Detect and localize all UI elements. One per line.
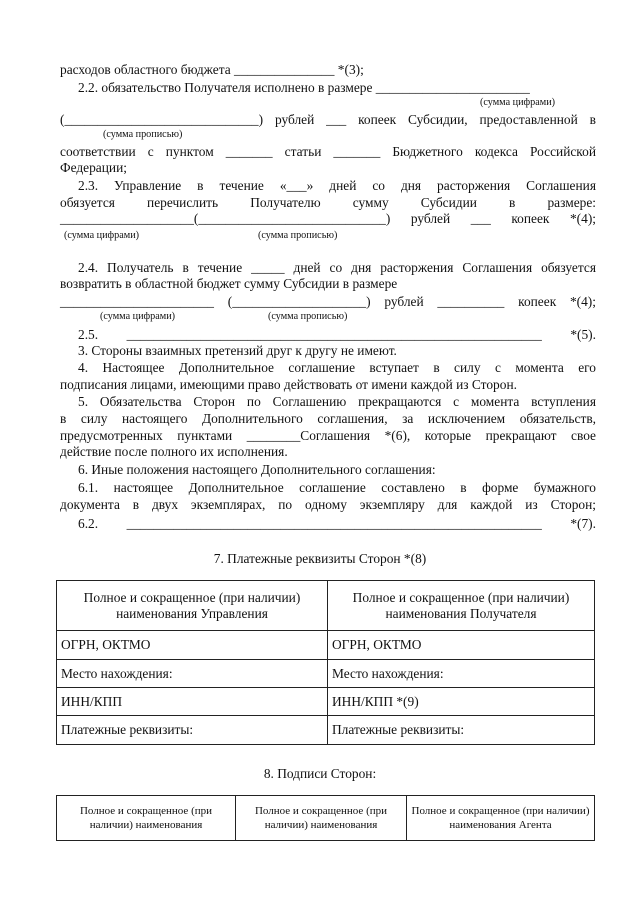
table-cell: Место нахождения:: [57, 660, 328, 688]
table-row: [57, 631, 595, 660]
table-cell: ОГРН, ОКТМО: [328, 631, 595, 660]
table-cell: ОГРН, ОКТМО: [57, 631, 328, 660]
table-header-cell: Полное и сокращенное (при наличии) наименования Управления: [57, 581, 328, 631]
section-8-heading: 8. Подписи Сторон:: [263, 766, 377, 781]
table-header-cell: Полное и сокращенное (при наличии) наименования: [57, 796, 236, 841]
text-line: подписания лицами, имеющими право действовать от имени каждой из Сторон.: [60, 377, 517, 392]
text-line: Федерации;: [60, 160, 127, 175]
payment-details-table: [56, 580, 595, 745]
signatures-table: [56, 795, 595, 841]
text-line: документа в двух экземплярах, по одному экземпляру для каждой из Сторон;: [60, 497, 596, 512]
paragraph-6: 6. Иные положения настоящего Дополнительного соглашения:: [78, 462, 436, 477]
paragraph-2-5: 2.5. ______________________________________________________________ *(5).: [78, 327, 596, 342]
table-header-cell: Полное и сокращенное (при наличии) наименования: [236, 796, 407, 841]
paragraph-2-2: 2.2. обязательство Получателя исполнено в размере _______________________: [78, 80, 530, 95]
text-line: в силу настоящего Дополнительного соглашения, за исключением обязательств,: [60, 411, 596, 426]
paragraph-2-4: 2.4. Получатель в течение _____ дней со дня расторжения Соглашения обязуется: [78, 260, 596, 275]
paragraph-6-1: 6.1. настоящее Дополнительное соглашение составлено в форме бумажного: [78, 480, 596, 495]
caption-sum-words: (сумма прописью): [103, 129, 183, 140]
table-row: [57, 716, 595, 745]
table-cell: Платежные реквизиты:: [57, 716, 328, 745]
table-row: [57, 688, 595, 716]
table-cell: ИНН/КПП *(9): [328, 688, 595, 716]
text-line: ____________________(____________________________) рублей ___ копеек *(4);: [60, 211, 596, 226]
text-line: (_____________________________) рублей ___ копеек Субсидии, предоставленной в: [60, 112, 596, 127]
caption-sum-digits: (сумма цифрами): [64, 230, 140, 241]
text-line: возвратить в областной бюджет сумму Субсидии в размере: [60, 276, 398, 291]
table-header-cell: Полное и сокращенное (при наличии) наименования Агента: [407, 796, 595, 841]
paragraph-2-3: 2.3. Управление в течение «___» дней со дня расторжения Соглашения: [78, 178, 596, 193]
text-line: _______________________ (____________________) рублей __________ копеек *(4);: [60, 294, 596, 309]
text-line: обязуется перечислить Получателю сумму Субсидии в размере:: [60, 195, 596, 210]
text-line: предусмотренных пунктами ________Соглашения *(6), которые прекращают свое: [60, 428, 596, 443]
caption-sum-digits: (сумма цифрами): [100, 311, 176, 322]
table-cell: ИНН/КПП: [57, 688, 328, 716]
text-line: соответствии с пунктом _______ статьи _______ Бюджетного кодекса Российской: [60, 144, 596, 159]
caption-sum-digits: (сумма цифрами): [480, 97, 556, 108]
paragraph-5: 5. Обязательства Сторон по Соглашению прекращаются с момента вступления: [78, 394, 596, 409]
section-7-heading: 7. Платежные реквизиты Сторон *(8): [213, 551, 427, 566]
caption-sum-words: (сумма прописью): [268, 311, 348, 322]
text-line: расходов областного бюджета _______________ *(3);: [60, 62, 364, 77]
text-line: действие после полного их исполнения.: [60, 444, 288, 459]
paragraph-4: 4. Настоящее Дополнительное соглашение вступает в силу с момента его: [78, 360, 596, 375]
table-cell: Платежные реквизиты:: [328, 716, 595, 745]
table-cell: Место нахождения:: [328, 660, 595, 688]
table-header-cell: Полное и сокращенное (при наличии) наименования Получателя: [328, 581, 595, 631]
paragraph-6-2: 6.2. ______________________________________________________________ *(7).: [78, 516, 596, 531]
table-row: [57, 660, 595, 688]
caption-sum-words: (сумма прописью): [258, 230, 338, 241]
paragraph-3: 3. Стороны взаимных претензий друг к другу не имеют.: [78, 343, 397, 358]
